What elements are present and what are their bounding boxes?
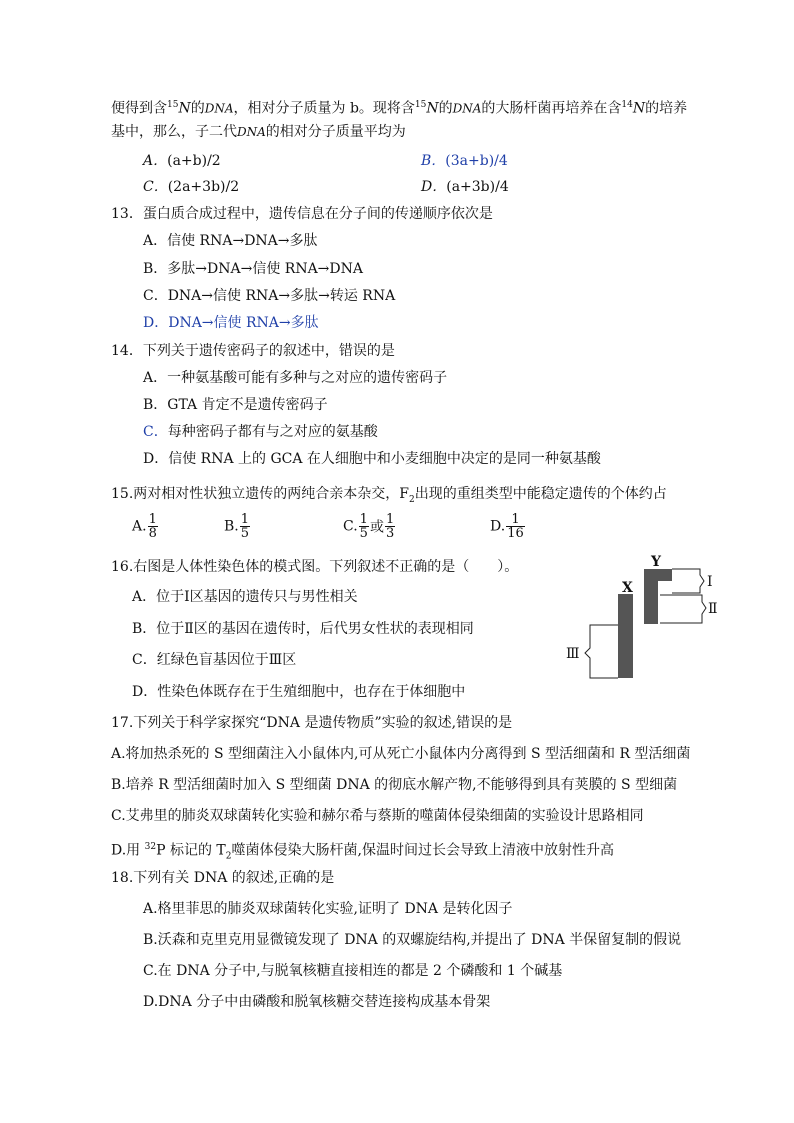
region-1-brace <box>672 569 704 593</box>
q14-option-a: A．一种氨基酸可能有多种与之对应的遗传密码子 <box>143 370 448 386</box>
x-chromosome <box>618 594 633 678</box>
q15-option-a: A. $\frac{1}{8}$ <box>132 512 157 541</box>
q18-option-d: D.DNA 分子中由磷酸和脱氧核糖交替连接构成基本骨架 <box>143 994 491 1010</box>
q13-option-d: D．DNA→信使 RNA→多肽 <box>143 315 319 331</box>
q14-option-d: D．信使 RNA 上的 GCA 在人细胞中和小麦细胞中决定的是同一种氨基酸 <box>143 451 601 467</box>
q16-option-c: C．红绿色盲基因位于Ⅲ区 <box>132 652 297 668</box>
region-2-label: Ⅱ <box>708 601 718 617</box>
q17-option-d: D.用 $^{32}$P 标记的 $T_2$噬菌体侵染大肠杆菌,保温时间过长会导致上清液中放射性升高 <box>111 842 614 862</box>
q17-stem: 17.下列关于科学家探究“DNA 是遗传物质”实验的叙述,错误的是 <box>111 715 513 731</box>
q17-option-c: C.艾弗里的肺炎双球菌转化实验和赫尔希与蔡斯的噬菌体侵染细菌的实验设计思路相同 <box>111 808 644 824</box>
q13-option-b: B．多肽→DNA→信使 RNA→DNA <box>143 261 364 277</box>
q16-option-a: A．位于Ⅰ区基因的遗传只与男性相关 <box>132 589 358 605</box>
q18-option-b: B.沃森和克里克用显微镜发现了 DNA 的双螺旋结构,并提出了 DNA 半保留复制的假说 <box>143 932 682 948</box>
q18-option-c: C.在 DNA 分子中,与脱氧核糖直接相连的都是 2 个磷酸和 1 个碱基 <box>143 963 563 979</box>
x-chromosome-label: X <box>622 580 633 596</box>
q12-option-c: C．(2a+3b)/2 <box>143 179 240 195</box>
q14-stem: 14．下列关于遗传密码子的叙述中，错误的是 <box>111 343 395 359</box>
sex-chromosome-figure <box>562 553 732 688</box>
q15-stem: 15.两对相对性状独立遗传的两纯合亲本杂交，$F_2$出现的重组类型中能稳定遗传的个体约占 <box>111 486 667 505</box>
q12-stem-line1: 便得到含$^{15}$N的DNA，相对分子质量为 b。现将含$^{15}$N的DNA的大肠杆菌再培养在含$^{14}$N的培养 <box>111 100 688 117</box>
q16-option-b: B．位于Ⅱ区的基因在遗传时，后代男女性状的表现相同 <box>132 621 474 637</box>
q13-stem: 13．蛋白质合成过程中，遗传信息在分子间的传递顺序依次是 <box>111 206 493 222</box>
q16-option-d: D．性染色体既存在于生殖细胞中，也存在于体细胞中 <box>132 684 466 700</box>
y-chromosome-label: Y <box>651 554 661 570</box>
q12-option-b: B．(3a+b)/4 <box>421 153 508 169</box>
q12-stem-line2: 基中，那么，子二代DNA的相对分子质量平均为 <box>111 124 406 140</box>
q18-stem: 18.下列有关 DNA 的叙述,正确的是 <box>111 870 335 886</box>
region-3-label: Ⅲ <box>566 646 580 662</box>
region-1-label: Ⅰ <box>707 574 713 590</box>
q13-option-c: C．DNA→信使 RNA→多肽→转运 RNA <box>143 288 396 304</box>
q14-option-b: B．GTA 肯定不是遗传密码子 <box>143 397 328 413</box>
q15-option-c: C. $\frac{1}{5}$ 或 $\frac{1}{3}$ <box>343 512 395 541</box>
q12-option-d: D．(a+3b)/4 <box>421 179 509 195</box>
q15-option-d: D. $\frac{1}{16}$ <box>490 512 524 541</box>
q13-option-a: A．信使 RNA→DNA→多肽 <box>143 233 318 249</box>
region-2-brace <box>660 595 706 623</box>
q14-option-c: C．每种密码子都有与之对应的氨基酸 <box>143 424 378 440</box>
q12-option-a: A．(a+b)/2 <box>143 153 221 169</box>
q16-stem: 16.右图是人体性染色体的模式图。下列叙述不正确的是（ ）。 <box>111 559 519 575</box>
region-3-brace <box>585 625 618 678</box>
q17-option-b: B.培养 R 型活细菌时加入 S 型细菌 DNA 的彻底水解产物,不能够得到具有荚膜的 S 型细菌 <box>111 777 678 793</box>
q15-option-b: B. $\frac{1}{5}$ <box>224 512 250 541</box>
y-chromosome-cap <box>644 569 672 581</box>
q17-option-a: A.将加热杀死的 S 型细菌注入小鼠体内,可从死亡小鼠体内分离得到 S 型活细菌和 R 型活细菌 <box>111 746 691 762</box>
q18-option-a: A.格里菲思的肺炎双球菌转化实验,证明了 DNA 是转化因子 <box>143 901 513 917</box>
